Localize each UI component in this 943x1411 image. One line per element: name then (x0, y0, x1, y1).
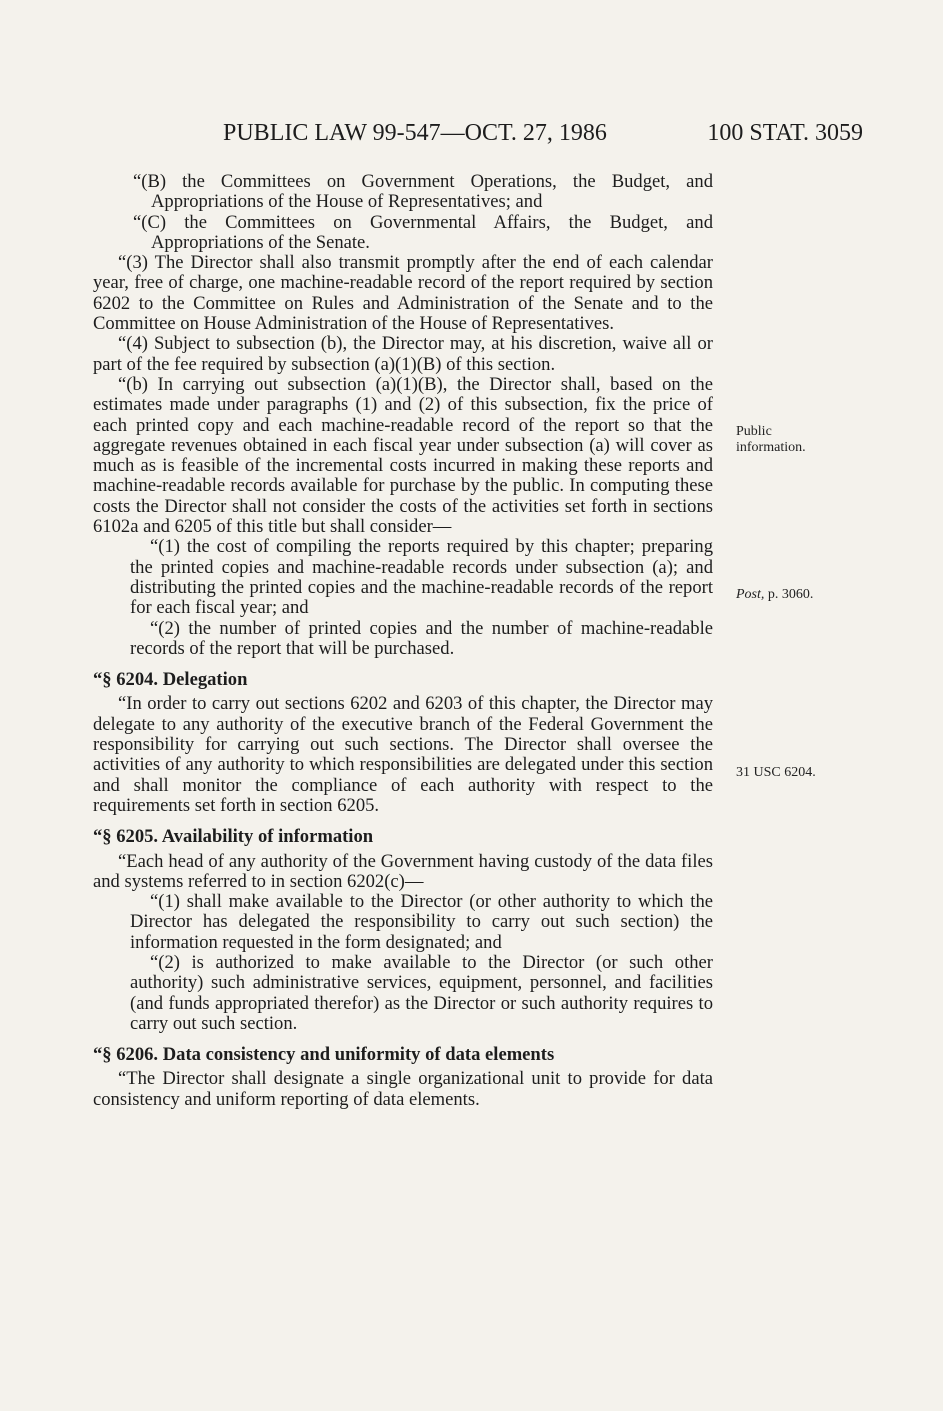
paragraph-b-1-costs: “(1) the cost of compiling the reports required by this chapter; preparing the printed copies and machine-readable records under subsection (a); and distributing the printed copies and the machine-readable records of the report for each fiscal year; and (130, 536, 713, 619)
section-6204-text: “In order to carry out sections 6202 and 6203 of this chapter, the Director may delegate to any authority of the executive branch of the Federal Government the responsibility for carrying out such sections. The Director shall oversee the activities of any authority to which responsibilities are delegated under this section and shall monitor the compliance of each authority with respect to the requirements set forth in section 6205. (93, 693, 713, 816)
paragraph-3-transmit: “(3) The Director shall also transmit promptly after the end of each calendar year, free of charge, one machine-readable record of the report required by section 6202 to the Committee on Rules and Administration of the Senate and to the Committee on House Administration of the House of Representatives. (93, 252, 713, 335)
section-6205-heading: “§ 6205. Availability of information (93, 826, 374, 848)
section-6205-text: “Each head of any authority of the Government having custody of the data files and systems referred to in section 6202(c)— (93, 850, 713, 892)
margin-note-usc-citation: 31 USC 6204. (736, 765, 816, 780)
paragraph-b-2-copies: “(2) the number of printed copies and the number of machine-readable records of the report that will be purchased. (130, 617, 713, 659)
paragraph-c-committees-senate: “(C) the Committees on Governmental Affairs, the Budget, and Appropriations of the Senate. (133, 211, 713, 253)
section-6206-heading: “§ 6206. Data consistency and uniformity of data elements (93, 1044, 555, 1066)
paragraph-b-committees-house: “(B) the Committees on Government Operations, the Budget, and Appropriations of the House of Representatives; and (133, 171, 713, 213)
section-6206-text: “The Director shall designate a single organizational unit to provide for data consistency and uniform reporting of data elements. (93, 1068, 713, 1110)
section-6205-item-2: “(2) is authorized to make available to the Director (or such other authority) such administrative services, equipment, personnel, and facilities (and funds appropriated therefor) as the Director or such authority requires to carry out such section. (130, 951, 713, 1034)
margin-note-public-line2: information. (736, 440, 806, 455)
statute-page-number: 100 STAT. 3059 (707, 120, 863, 146)
law-title: PUBLIC LAW 99-547—OCT. 27, 1986 (223, 120, 607, 146)
margin-note-post-page (736, 587, 813, 603)
paragraph-b-pricing: “(b) In carrying out subsection (a)(1)(B), the Director shall, based on the estimates made under paragraphs (1) and (2) of this subsection, fix the price of each printed copy and each machine-readable record of the report so that the aggregate revenues obtained in each fiscal year under subsection (a) will cover as much as is feasible of the incremental costs incurred in making these reports and machine-readable records available for purchase by the public. In computing these costs the Director shall not consider the costs of the activities set forth in sections 6102a and 6205 of this title but shall consider— (93, 373, 713, 538)
margin-note-post-italic: Post, (736, 587, 765, 602)
margin-note-post-page-ref: p. 3060. (764, 587, 814, 602)
margin-note-public-line1: Public (736, 424, 772, 439)
section-6205-item-1: “(1) shall make available to the Director (or other authority to which the Director has delegated the responsibility to carry out such section) the information requested in the form designated; and (130, 891, 713, 953)
paragraph-4-waive-fee: “(4) Subject to subsection (b), the Director may, at his discretion, waive all or part of the fee required by subsection (a)(1)(B) of this section. (93, 333, 713, 375)
margin-note-public-information (736, 424, 806, 456)
section-6204-heading: “§ 6204. Delegation (93, 669, 248, 691)
page-header (93, 120, 863, 152)
body-text (93, 172, 713, 1110)
